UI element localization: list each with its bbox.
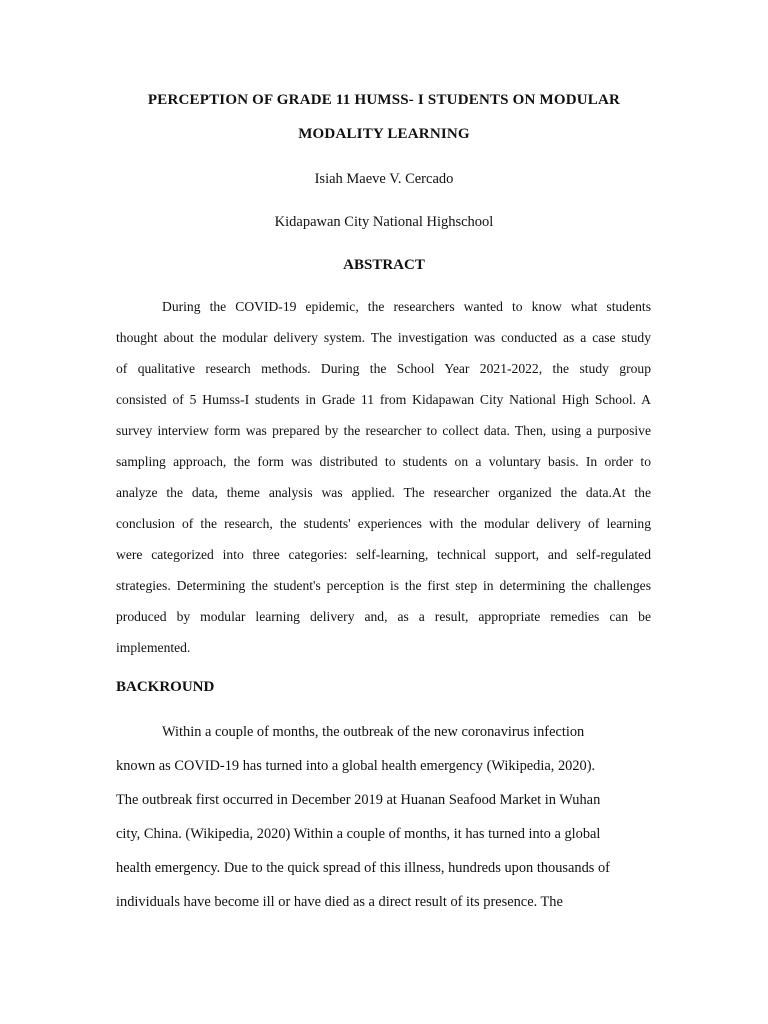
abstract-line: During the COVID-19 epidemic, the researchers wanted to know what students (162, 299, 651, 314)
background-line: individuals have become ill or have died as a direct result of its presence. The (116, 894, 563, 910)
abstract-heading: ABSTRACT (343, 257, 425, 273)
abstract-line: produced by modular learning delivery and, as a result, appropriate remedies can be (116, 609, 651, 624)
abstract-line: survey interview form was prepared by the researcher to collect data. Then, using a purposive (116, 423, 651, 438)
background-line: Within a couple of months, the outbreak of the new coronavirus infection (162, 724, 585, 740)
institution-name: Kidapawan City National Highschool (274, 214, 494, 230)
abstract-line: were categorized into three categories: self-learning, technical support, and self-regulated (116, 547, 651, 562)
background-heading: BACKROUND (116, 679, 215, 695)
abstract-line: consisted of 5 Humss-I students in Grade 11 from Kidapawan City National High School. A (116, 392, 651, 407)
abstract-line: implemented. (116, 640, 191, 655)
background-line: The outbreak first occurred in December 2019 at Huanan Seafood Market in Wuhan (116, 792, 601, 808)
title-line-1: PERCEPTION OF GRADE 11 HUMSS- I STUDENTS ON MODULAR (147, 92, 621, 108)
abstract-line: sampling approach, the form was distributed to students on a voluntary basis. In order to (116, 454, 651, 469)
author-name: Isiah Maeve V. Cercado (314, 171, 454, 187)
abstract-paragraph (116, 297, 651, 669)
abstract-line: thought about the modular delivery system. The investigation was conducted as a case study (116, 330, 651, 345)
background-paragraph (116, 722, 656, 926)
abstract-line: of qualitative research methods. During the School Year 2021-2022, the study group (116, 361, 651, 376)
background-line: known as COVID-19 has turned into a global health emergency (Wikipedia, 2020). (116, 758, 596, 774)
abstract-line: conclusion of the research, the students' experiences with the modular delivery of learning (116, 516, 651, 531)
title-line-2: MODALITY LEARNING (298, 126, 470, 142)
abstract-line: strategies. Determining the student's perception is the first step in determining the challenges (116, 578, 651, 593)
background-line: city, China. (Wikipedia, 2020) Within a couple of months, it has turned into a global (116, 826, 601, 842)
abstract-line: analyze the data, theme analysis was applied. The researcher organized the data.At the (116, 485, 651, 500)
background-line: health emergency. Due to the quick spread of this illness, hundreds upon thousands of (116, 860, 610, 876)
